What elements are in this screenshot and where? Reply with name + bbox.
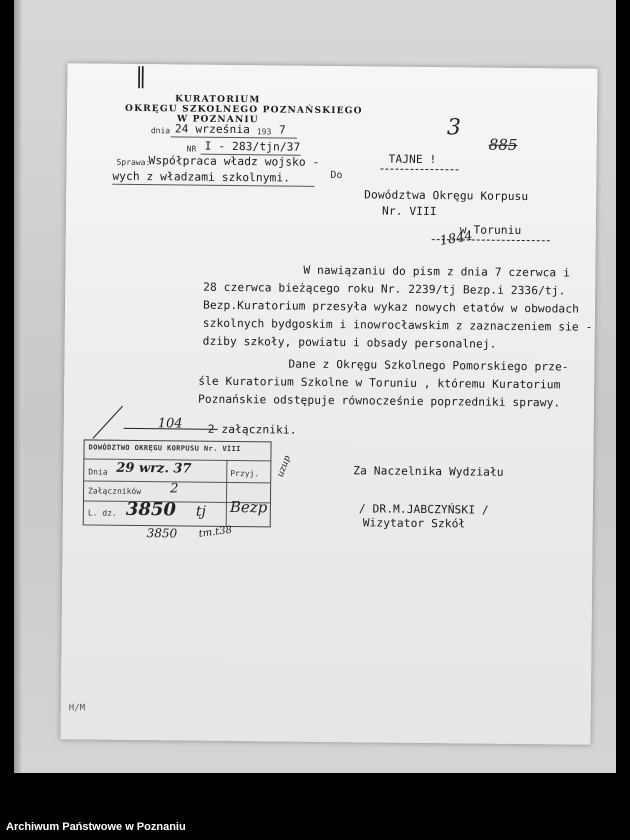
sprawa-label: Sprawa: bbox=[116, 157, 151, 168]
letterhead-line1: KURATORIUM bbox=[175, 94, 261, 106]
stamp-side-note: uzup bbox=[275, 454, 293, 479]
typist-mark: H/M bbox=[68, 703, 86, 714]
stamp-dnia-label: Dnia bbox=[88, 467, 108, 477]
archive-name: Archiwum Państwowe w Poznaniu bbox=[6, 821, 186, 833]
stamp-dnia-value: 29 wrz. 37 bbox=[116, 460, 192, 477]
signature-line3: Wizytator Szkół bbox=[362, 516, 466, 531]
body-line: szkolnych bydgoskim i inowrocławskim z zaznaczeniem sie - bbox=[202, 316, 593, 334]
stamp-zal-value: 2 bbox=[170, 481, 179, 497]
body-line: śle Kuratorium Szkolne w Toruniu , któremu Kuratorium bbox=[198, 374, 561, 392]
stamp-przyj-label: Przyj. bbox=[230, 468, 260, 479]
signature-line2: / DR.M.JABCZYŃSKI / bbox=[358, 502, 489, 517]
handwritten-number-crossed: 885 bbox=[488, 135, 518, 154]
handwritten-slash bbox=[93, 406, 124, 439]
secret-underline bbox=[380, 169, 458, 171]
stamp-below-note: tm.t38 bbox=[198, 524, 233, 540]
date-label: dnia bbox=[150, 126, 171, 136]
secret-label: TAJNE ! bbox=[388, 152, 437, 167]
recipient-line3: w Toruniu bbox=[459, 223, 522, 238]
year-prefix: 193 bbox=[256, 127, 272, 137]
stamp-ldz-value: 3850 bbox=[125, 498, 177, 521]
registration-stamp bbox=[83, 439, 272, 527]
recipient-line1: Dowództwa Okręgu Korpusu bbox=[364, 188, 529, 204]
handwritten-1844: 1844 bbox=[438, 228, 474, 249]
stamp-initials: Bezp bbox=[229, 497, 268, 517]
body-line: 28 czerwca bieżącego roku Nr. 2239/tj Bezp.i 2336/tj. bbox=[203, 280, 566, 298]
scan-frame bbox=[14, 0, 616, 773]
do-label: Do bbox=[330, 170, 343, 182]
recipient-line2: Nr. VIII bbox=[381, 204, 437, 219]
body-line: W nawiązaniu do pism z dnia 7 czerwca i bbox=[303, 263, 571, 280]
stamp-below-number: 3850 bbox=[146, 526, 178, 541]
stamp-ldz-label: L. dz. bbox=[87, 508, 117, 518]
body-line: dziby szkoły, powiatu i obsady personalnej. bbox=[202, 334, 497, 351]
document-sheet bbox=[60, 63, 597, 745]
body-line: Poznańskie odstępuje równocześnie poprzedniki sprawy. bbox=[197, 392, 561, 410]
body-line: Bezp.Kuratorium przesyła wykaz nowych etatów w obwodach bbox=[202, 298, 580, 316]
nr-value: I - 283/tjn/37 bbox=[204, 139, 301, 154]
archive-footer bbox=[0, 787, 630, 840]
date-value: 24 września bbox=[174, 122, 251, 137]
handwritten-104: 104 bbox=[157, 416, 183, 432]
enclosures: 2 załączniki. bbox=[207, 422, 297, 437]
handwritten-number: 3 bbox=[446, 115, 462, 141]
signature-line1: Za Naczelnika Wydziału bbox=[353, 464, 504, 479]
stamp-zal-label: Załączników bbox=[88, 486, 142, 497]
handwritten-tick: ‖ bbox=[135, 63, 147, 90]
letterhead-line2: OKRĘGU SZKOLNEGO POZNAŃSKIEGO bbox=[125, 103, 363, 117]
body-line: Dane z Okręgu Szkolnego Pomorskiego prze- bbox=[288, 357, 569, 374]
sprawa-line1: Współpraca władz wojsko - bbox=[148, 154, 320, 169]
year-digit: 7 bbox=[278, 123, 286, 137]
stamp-header: DOWÓDZTWO OKRĘGU KORPUSU Nr. VIII bbox=[88, 443, 241, 454]
nr-label: NR bbox=[186, 144, 197, 154]
stamp-ldz-suffix: tj bbox=[195, 503, 206, 520]
sprawa-line2: wych z władzami szkolnymi. bbox=[112, 169, 291, 185]
letterhead-line3: W POZNANIU bbox=[176, 114, 259, 126]
